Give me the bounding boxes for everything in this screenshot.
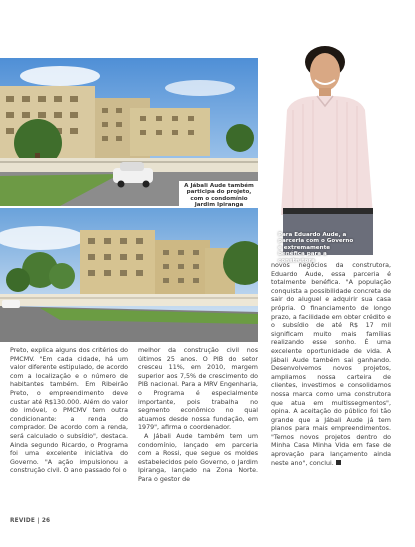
article-paragraph: melhor da construção civil nos últimos 25 anos. O PIB do setor cresceu 11%, em 2010, margem superior aos 7,5% de crescimento do PIB nacional. Para a MRV Engenharia, o Programa é especialmente importante, pois trabalha no segmento econômico no qual atuamos desde nossa fundação, em 1979", afirma o coordenador. (138, 347, 258, 432)
article-paragraph (271, 262, 391, 468)
building-photo-2-image (0, 208, 258, 342)
article-paragraph: A Jábali Aude também tem um condomínio, lançado em parceria com a Rossi, que segue os moldes estabelecidos pelo Governo, o Jardim Ipiranga, lançado na Zona Norte. Para o gestor de (138, 432, 258, 483)
article-column-right (271, 262, 391, 468)
article-column-left (10, 347, 128, 476)
article-end-mark-icon (336, 460, 341, 465)
portrait-photo (273, 40, 393, 255)
magazine-name: REVIDE (10, 518, 36, 524)
portrait-photo-image (273, 40, 393, 255)
building-photo-2 (0, 208, 258, 342)
page-footer (10, 518, 50, 524)
portrait-caption: Para Eduardo Aude, a parceria com o Governo é extremamente benéfica para a construtora (278, 232, 354, 264)
building-photo-caption: A Jábali Aude também participa do projeto, com o condomínio Jardim Ipiranga (179, 181, 259, 211)
article-paragraph: Preto, explica alguns dos critérios do PMCMV. "Em cada cidade, há um valor diferente estipulado, de acordo com a localização e o número de habitantes também. Em Ribeirão Preto, o empreendimento deve custar até R$130.000. Além do valor do imóvel, o PMCMV tem outra condicionante: a renda do comprador. De acordo com a renda, será calculado o subsídio", destaca. Ainda segundo Ricardo, o Programa foi uma excelente iniciativa do Governo. "A ação impulsionou a construção civil. O ano passado foi o (10, 347, 128, 475)
article-column-middle (138, 347, 258, 485)
page-number: 26 (41, 518, 51, 524)
article-paragraph-text: novos negócios da construtora, Eduardo Aude, essa parceria é totalmente benéfica. "A população conquista a possibilidade concreta de sair do aluguel e adquirir sua casa própria. O financiamento de longo prazo, a facilidade em obter crédito e o subsídio de até R$ 17 mil significam muito mais famílias realizando esse sonho. É uma excelente oportunidade de vida. A Jábali Aude também sai ganhando. Desenvolvemos novos projetos, ampliamos nossa carteira de clientes, investimos e consolidamos nossa marca como uma construtora que atua em multissegmentos", opina. A aceitação do público foi tão grande que a Jábali Aude já tem planos para mais empreendimentos. "Temos novos projetos dentro do Minha Casa Minha Vida em fase de aprovação para lançamento ainda neste ano", conclui. (271, 262, 391, 467)
footer-separator: | (37, 518, 40, 524)
